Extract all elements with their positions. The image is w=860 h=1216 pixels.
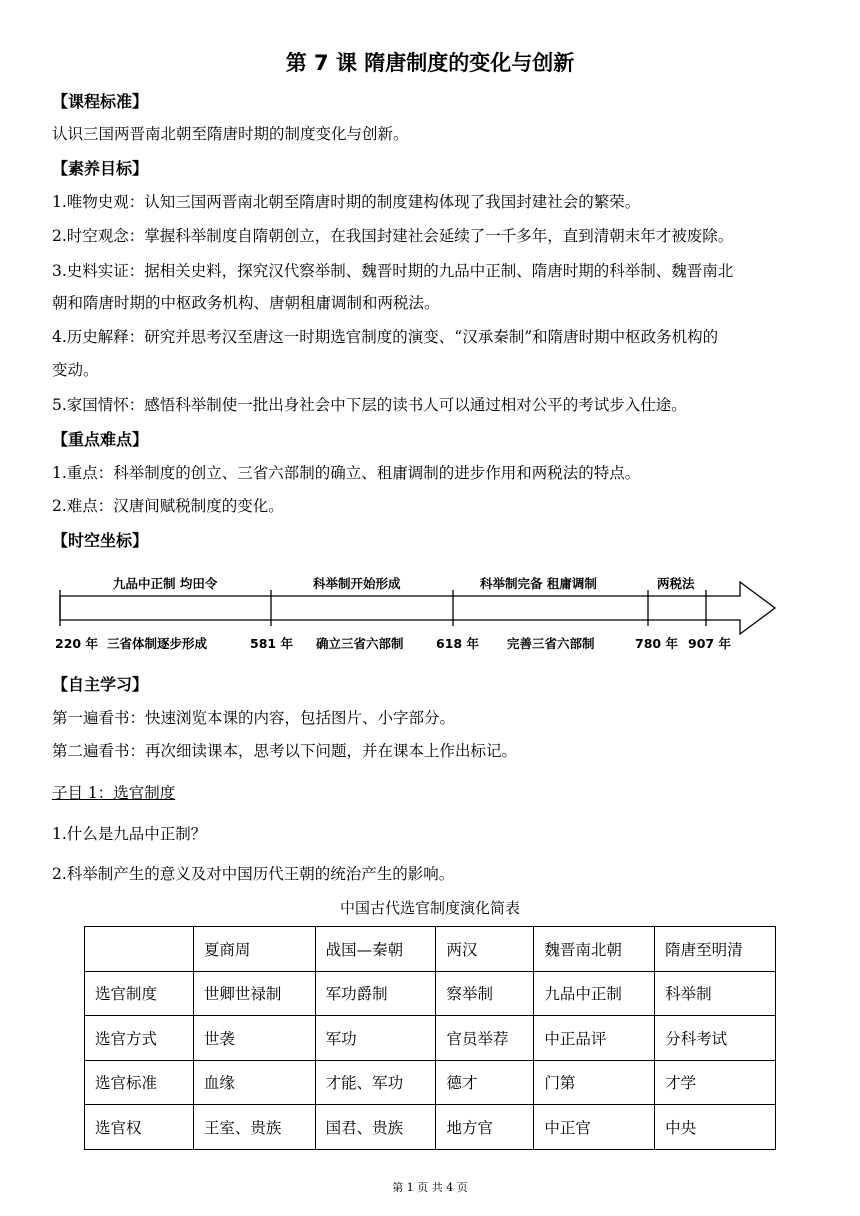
key-heading: 【重点难点】 (52, 430, 149, 449)
goal-1: 1.唯物史观：认知三国两晋南北朝至隋唐时期的制度建构体现了我国封建社会的繁荣。 (52, 193, 641, 211)
standard-text: 认识三国两晋南北朝至隋唐时期的制度变化与创新。 (52, 125, 409, 143)
goal-4-line-2: 变动。 (52, 361, 99, 379)
table-header-cell: 魏晋南北朝 (534, 927, 655, 972)
table-caption: 中国古代选官制度演化简表 (339, 899, 520, 917)
table-cell: 血缘 (193, 1060, 315, 1105)
selection-system-table (84, 926, 776, 1150)
goal-3-line-2: 朝和隋唐时期的中枢政务机构、唐朝租庸调制和两税法。 (52, 294, 440, 312)
goals-heading: 【素养目标】 (52, 159, 149, 178)
goal-3-line-1: 3.史料实证：据相关史料，探究汉代察举制、魏晋时期的九品中正制、隋唐时期的科举制、魏晋南北 (52, 262, 734, 280)
table-row (85, 927, 776, 972)
timeline-year-907: 907 年 (688, 636, 731, 651)
timeline-label-period-1: 九品中正制 均田令 (113, 576, 218, 591)
subtopic-title: 子目 1：选官制度 (52, 784, 176, 802)
table-cell: 官员举荐 (436, 1016, 534, 1061)
timeline-year-581: 581 年 (250, 636, 293, 651)
table-cell: 分科考试 (655, 1016, 776, 1061)
table-cell: 军功 (315, 1016, 436, 1061)
table-cell: 地方官 (436, 1105, 534, 1150)
table-row (85, 1060, 776, 1105)
timeline-heading: 【时空坐标】 (52, 531, 149, 550)
table-cell: 世袭 (193, 1016, 315, 1061)
timeline-year-618: 618 年 (436, 636, 479, 651)
table-cell: 德才 (436, 1060, 534, 1105)
table-row (85, 1105, 776, 1150)
table-cell: 国君、贵族 (315, 1105, 436, 1150)
table-cell: 世卿世禄制 (193, 971, 315, 1016)
table-cell: 察举制 (436, 971, 534, 1016)
table-row (85, 971, 776, 1016)
table-cell: 才能、军功 (315, 1060, 436, 1105)
self-study-2: 第二遍看书：再次细读课本，思考以下问题，并在课本上作出标记。 (52, 742, 518, 760)
key-point-2: 2.难点：汉唐间赋税制度的变化。 (52, 497, 284, 515)
timeline-year-780: 780 年 (635, 636, 678, 651)
table-cell: 军功爵制 (315, 971, 436, 1016)
table-row-header: 选官制度 (85, 971, 194, 1016)
table-cell (85, 927, 194, 972)
timeline-note-2: 确立三省六部制 (316, 636, 404, 651)
goal-2: 2.时空观念：掌握科举制度自隋朝创立，在我国封建社会延续了一千多年，直到清朝末年才被废除。 (52, 227, 734, 245)
table-row-header: 选官标准 (85, 1060, 194, 1105)
table-cell: 中央 (655, 1105, 776, 1150)
table-row-header: 选官方式 (85, 1016, 194, 1061)
page-footer: 第 1 页 共 4 页 (392, 1181, 468, 1194)
question-2: 2.科举制产生的意义及对中国历代王朝的统治产生的影响。 (52, 865, 455, 883)
timeline-label-period-4: 两税法 (657, 576, 695, 591)
page-title: 第 7 课 隋唐制度的变化与创新 (285, 51, 575, 75)
timeline-note-3: 完善三省六部制 (507, 636, 595, 651)
timeline-note-1: 三省体制逐步形成 (107, 636, 208, 651)
table-cell: 才学 (655, 1060, 776, 1105)
timeline-label-period-3: 科举制完备 租庸调制 (480, 576, 597, 591)
timeline (0, 560, 860, 660)
table-cell: 中正官 (534, 1105, 655, 1150)
key-point-1: 1.重点：科举制度的创立、三省六部制的确立、租庸调制的进步作用和两税法的特点。 (52, 464, 641, 482)
table-header-cell: 夏商周 (193, 927, 315, 972)
table-header-cell: 战国—秦朝 (315, 927, 436, 972)
standard-heading: 【课程标准】 (52, 92, 149, 111)
timeline-year-220: 220 年 (55, 636, 98, 651)
table-header-cell: 两汉 (436, 927, 534, 972)
goal-4-line-1: 4.历史解释：研究并思考汉至唐这一时期选官制度的演变、“汉承秦制”和隋唐时期中枢政务机构的 (52, 328, 719, 346)
question-1: 1.什么是九品中正制？ (52, 825, 207, 843)
table-cell: 门第 (534, 1060, 655, 1105)
table-header-cell: 隋唐至明清 (655, 927, 776, 972)
self-study-1: 第一遍看书：快速浏览本课的内容，包括图片、小字部分。 (52, 709, 456, 727)
goal-5: 5.家国情怀：感悟科举制使一批出身社会中下层的读书人可以通过相对公平的考试步入仕途。 (52, 396, 687, 414)
table-cell: 王室、贵族 (193, 1105, 315, 1150)
table-row-header: 选官权 (85, 1105, 194, 1150)
table-row (85, 1016, 776, 1061)
self-study-heading: 【自主学习】 (52, 675, 149, 694)
table-cell: 科举制 (655, 971, 776, 1016)
timeline-label-period-2: 科举制开始形成 (313, 576, 401, 591)
table-cell: 九品中正制 (534, 971, 655, 1016)
table-cell: 中正品评 (534, 1016, 655, 1061)
